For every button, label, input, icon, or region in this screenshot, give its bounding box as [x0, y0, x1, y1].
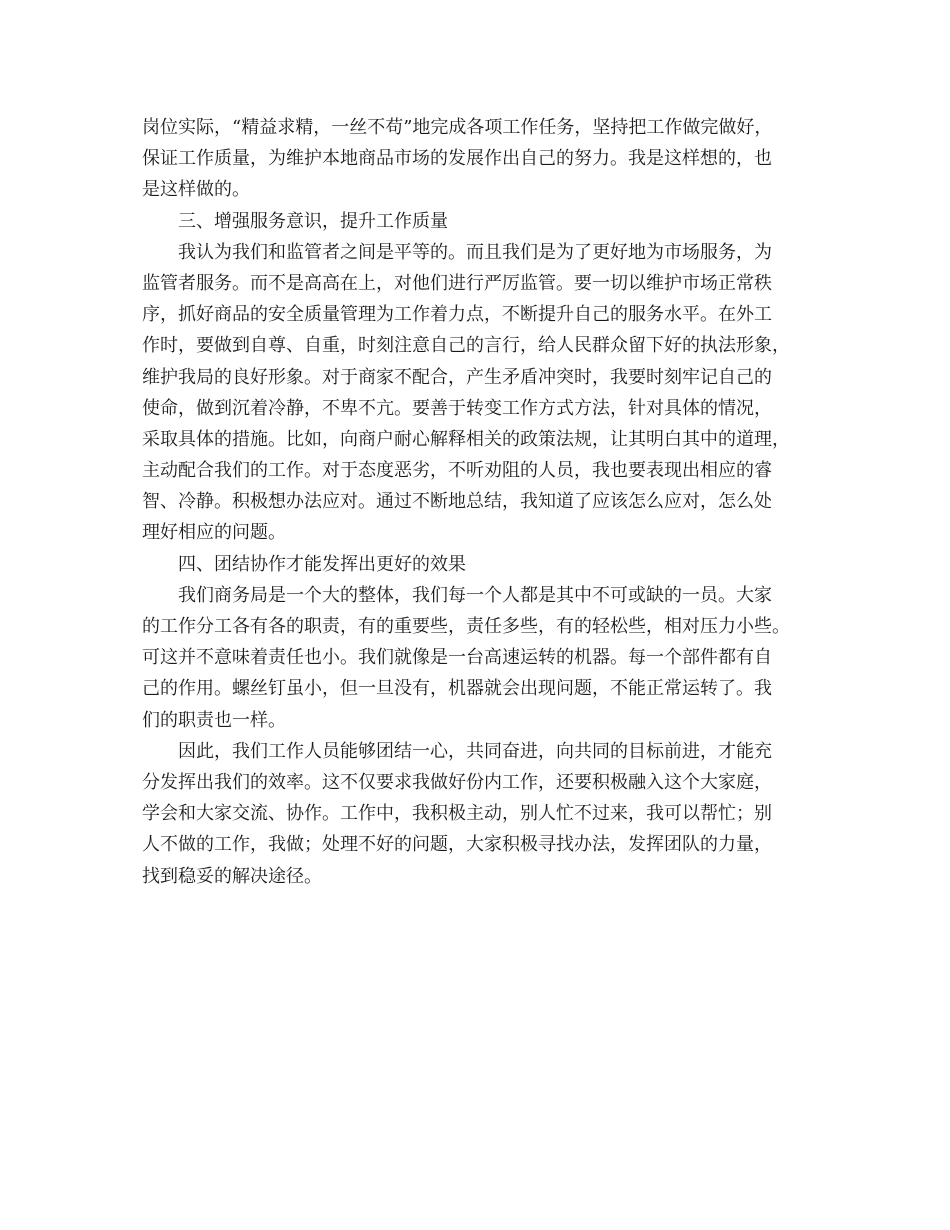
section-heading-4: 四、团结协作才能发挥出更好的效果 [178, 553, 466, 575]
text-line: 是这样做的。 [142, 179, 250, 201]
text-line: 己的作用。螺丝钉虽小，但一旦没有，机器就会出现问题，不能正常运转了。我 [142, 678, 772, 700]
text-line: 采取具体的措施。比如，向商户耐心解释相关的政策法规，让其明白其中的道理， [142, 428, 790, 450]
text-line: 维护我局的良好形象。对于商家不配合，产生矛盾冲突时，我要时刻牢记自己的 [142, 366, 772, 388]
text-line: 我们商务局是一个大的整体，我们每一个人都是其中不可或缺的一员。大家 [178, 584, 772, 606]
text-line: 分发挥出我们的效率。这不仅要求我做好份内工作，还要积极融入这个大家庭， [142, 771, 772, 793]
text-line: 使命，做到沉着冷静，不卑不亢。要善于转变工作方式方法，针对具体的情况， [142, 397, 772, 419]
text-line: 主动配合我们的工作。对于态度恶劣，不听劝阻的人员，我也要表现出相应的睿 [142, 460, 772, 482]
text-line: 找到稳妥的解决途径。 [142, 865, 322, 887]
text-line: 作时，要做到自尊、自重，时刻注意自己的言行，给人民群众留下好的执法形象， [142, 335, 790, 357]
text-line: 智、冷静。积极想办法应对。通过不断地总结，我知道了应该怎么应对，怎么处 [142, 491, 772, 513]
document-body [142, 112, 807, 892]
text-line: 可这并不意味着责任也小。我们就像是一台高速运转的机器。每一个部件都有自 [142, 647, 772, 669]
text-line: 们的职责也一样。 [142, 709, 286, 731]
text-line: 人不做的工作，我做；处理不好的问题，大家积极寻找办法，发挥团队的力量， [142, 834, 772, 856]
text-line: 序，抓好商品的安全质量管理为工作着力点，不断提升自己的服务水平。在外工 [142, 304, 772, 326]
text-line: 保证工作质量，为维护本地商品市场的发展作出自己的努力。我是这样想的，也 [142, 148, 772, 170]
section-heading-3: 三、增强服务意识，提升工作质量 [178, 210, 448, 232]
text-line: 理好相应的问题。 [142, 522, 286, 544]
text-line: 岗位实际，“精益求精，一丝不苟”地完成各项工作任务，坚持把工作做完做好， [142, 117, 773, 138]
text-line: 我认为我们和监管者之间是平等的。而且我们是为了更好地为市场服务，为 [178, 241, 772, 263]
text-line: 监管者服务。而不是高高在上，对他们进行严厉监管。要一切以维护市场正常秩 [142, 272, 772, 294]
text-line: 的工作分工各有各的职责，有的重要些，责任多些，有的轻松些，相对压力小些。 [142, 616, 790, 637]
text-line: 学会和大家交流、协作。工作中，我积极主动，别人忙不过来，我可以帮忙；别 [142, 803, 772, 825]
text-line: 因此，我们工作人员能够团结一心，共同奋进，向共同的目标前进，才能充 [178, 740, 772, 762]
